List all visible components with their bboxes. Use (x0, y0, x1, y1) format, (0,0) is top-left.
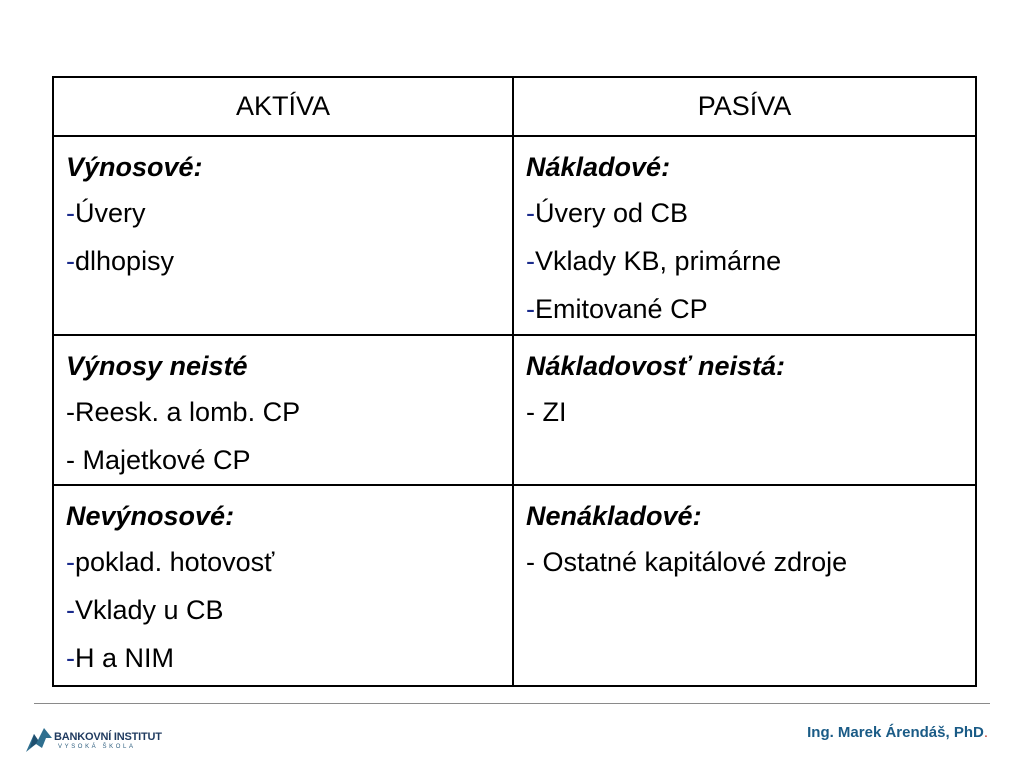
item-text: Majetkové CP (82, 445, 251, 475)
dash-marker: - (66, 397, 75, 427)
logo (24, 726, 186, 754)
item-text: dlhopisy (75, 246, 175, 276)
list-item (66, 634, 512, 682)
item-text: Emitované CP (535, 294, 708, 324)
dash-marker: - (526, 294, 535, 324)
author-text: Ing. Marek Árendáš, PhD (807, 724, 984, 741)
table-cell (513, 335, 976, 485)
item-text: H a NIM (75, 643, 175, 673)
dash-marker: - (66, 445, 83, 475)
list-item (66, 237, 512, 285)
footer-divider (34, 703, 990, 704)
dash-marker: - (526, 547, 543, 577)
dash-marker: - (526, 198, 535, 228)
table-cell (53, 335, 513, 485)
logo-subtitle: VYSOKÁ ŠKOLA (58, 744, 136, 750)
dash-marker: - (526, 397, 543, 427)
list-item (526, 189, 975, 237)
table-header-row (53, 77, 976, 136)
table-cell (53, 136, 513, 335)
logo-name: BANKOVNÍ INSTITUT (54, 731, 162, 743)
header-aktiva: AKTÍVA (53, 77, 513, 136)
item-text: poklad. hotovosť (75, 547, 275, 577)
item-text: ZI (542, 397, 567, 427)
item-text: Úvery (75, 198, 146, 228)
author-suffix: . (983, 724, 988, 741)
cell-heading: Nákladovosť neistá: (526, 351, 786, 381)
item-text: Ostatné kapitálové zdroje (542, 547, 848, 577)
table-row (53, 335, 976, 485)
table-cell (513, 485, 976, 686)
list-item (66, 388, 512, 436)
header-pasiva: PASÍVA (513, 77, 976, 136)
list-item (66, 538, 512, 586)
item-text: Vklady KB, primárne (535, 246, 782, 276)
list-item (526, 538, 975, 586)
table-cell (53, 485, 513, 686)
list-item (66, 436, 512, 484)
dash-marker: - (66, 595, 75, 625)
table-row (53, 136, 976, 335)
table-cell (513, 136, 976, 335)
list-item (526, 285, 975, 333)
list-item (66, 189, 512, 237)
dash-marker: - (66, 198, 75, 228)
list-item (66, 586, 512, 634)
dash-marker: - (66, 547, 75, 577)
dash-marker: - (526, 246, 535, 276)
list-item (526, 388, 975, 436)
assets-liabilities-table (52, 76, 977, 687)
cell-heading: Výnosové: (66, 152, 203, 182)
list-item (526, 237, 975, 285)
item-text: Úvery od CB (535, 198, 689, 228)
dash-marker: - (66, 643, 75, 673)
author-name (807, 724, 988, 741)
cell-heading: Nenákladové: (526, 501, 702, 531)
cell-heading: Výnosy neisté (66, 351, 248, 381)
table-row (53, 485, 976, 686)
cell-heading: Nevýnosové: (66, 501, 235, 531)
item-text: Vklady u CB (75, 595, 224, 625)
item-text: Reesk. a lomb. CP (75, 397, 301, 427)
eagle-icon (24, 726, 54, 754)
dash-marker: - (66, 246, 75, 276)
cell-heading: Nákladové: (526, 152, 671, 182)
